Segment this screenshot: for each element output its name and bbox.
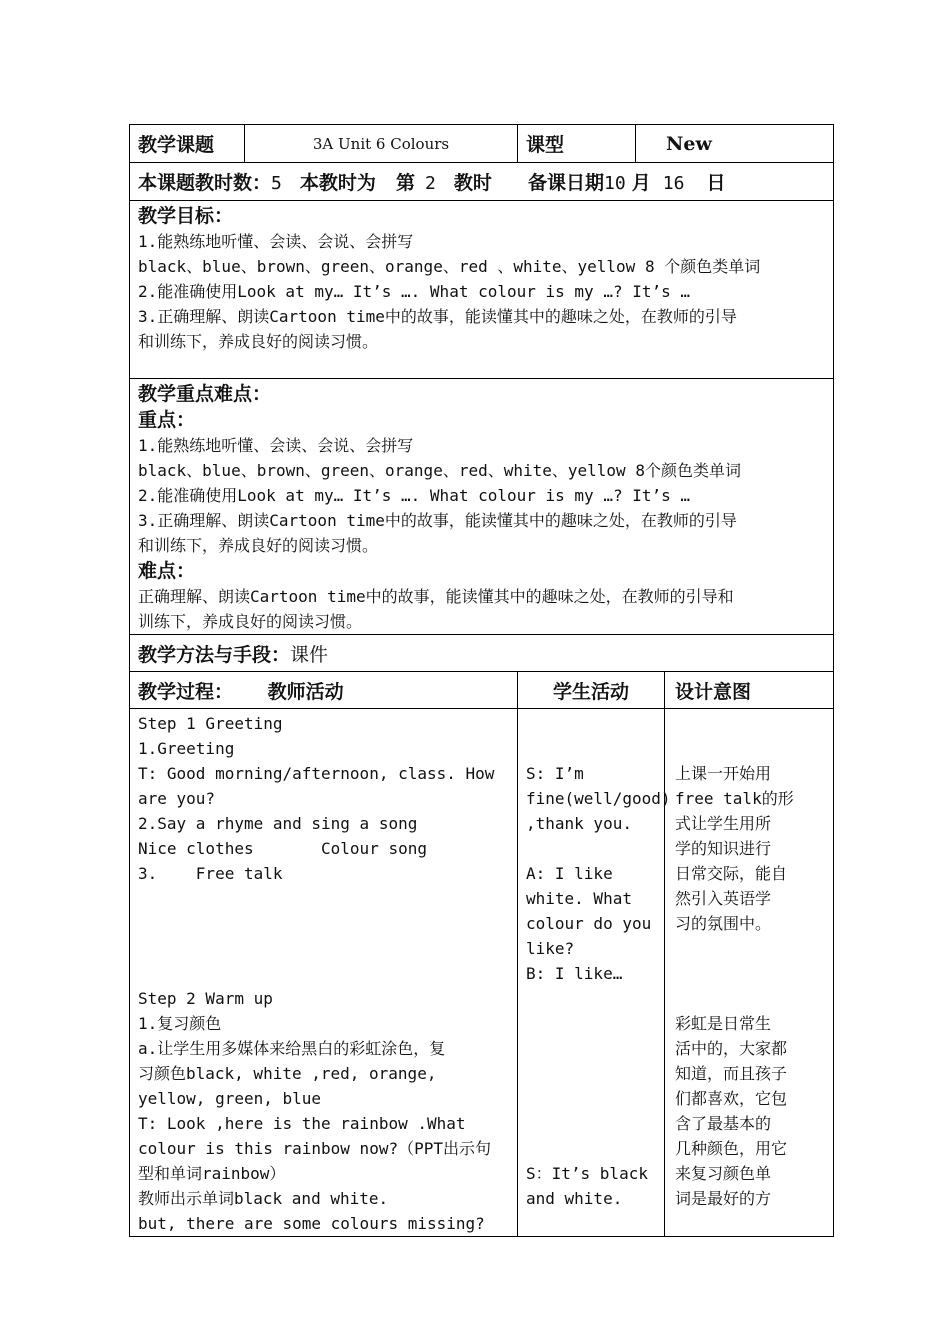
date-day-unit: 日 [706, 171, 726, 194]
design-line: 知道，而且孩子 [675, 1064, 788, 1083]
objective-line: black、blue、brown、green、orange、red 、white、yellow 8 个颜色类单词 [138, 257, 761, 276]
teacher-line: T: Look ,here is the rainbow .What [138, 1114, 466, 1133]
process-body-row [130, 709, 834, 1237]
objective-line: 2.能准确使用Look at my… It’s …. What colour is my …? It’s … [138, 282, 691, 301]
teacher-line: 2.Say a rhyme and sing a song [138, 814, 418, 833]
lesson-plan-table [129, 124, 834, 1237]
teacher-line: Nice clothes Colour song [138, 839, 427, 858]
student-line: colour do you [526, 914, 652, 933]
objectives-title: 教学目标： [138, 205, 234, 227]
topic-row [130, 125, 834, 163]
design-line: 几种颜色，用它 [675, 1139, 788, 1158]
type-value: New [636, 125, 834, 163]
difficulty-line: 训练下，养成良好的阅读习惯。 [138, 612, 363, 631]
design-line: 习的氛围中。 [675, 914, 772, 933]
date-month: 10 [604, 172, 626, 194]
current-hour-label: 本教时为 [299, 171, 376, 194]
difficulty-title: 难点： [138, 560, 196, 582]
teacher-line: 习颜色black, white ,red, orange, [138, 1064, 437, 1083]
design-line: 含了最基本的 [675, 1114, 772, 1133]
key-points-row [130, 379, 834, 635]
student-line: A: I like [526, 864, 613, 883]
total-hours-label: 本课题教时数： [138, 171, 272, 194]
design-line: free talk的形 [675, 789, 794, 808]
objectives-row [130, 201, 834, 379]
process-header-row [130, 672, 834, 709]
teacher-line: 教师出示单词black and white. [138, 1189, 389, 1208]
teacher-line: Step 2 Warm up [138, 989, 273, 1008]
student-line: like? [526, 939, 575, 958]
student-activity-header: 学生活动 [518, 672, 665, 709]
student-activity-cell [518, 709, 671, 1237]
methods-label: 教学方法与手段： [138, 643, 291, 666]
total-hours-value: 5 [271, 172, 282, 194]
design-line: 式让学生用所 [675, 814, 772, 833]
teacher-line: yellow, green, blue [138, 1089, 322, 1108]
difficulty-list [138, 584, 825, 634]
focus-line: 1.能熟练地听懂、会读、会说、会拼写 [138, 436, 414, 455]
focus-line: black、blue、brown、green、orange、red、white、yellow 8个颜色类单词 [138, 461, 741, 480]
topic-label: 教学课题 [130, 125, 245, 163]
student-line: white. What [526, 889, 632, 908]
teacher-line: Step 1 Greeting [138, 714, 283, 733]
student-line: S：It’s black [526, 1164, 648, 1183]
current-hour-value: 2 [425, 172, 436, 194]
design-line: 词是最好的方 [675, 1189, 772, 1208]
teacher-activity-cell [130, 709, 518, 1237]
focus-line: 2.能准确使用Look at my… It’s …. What colour is my …? It’s … [138, 486, 691, 505]
teacher-line: 1.Greeting [138, 739, 235, 758]
objective-line: 3.正确理解、朗读Cartoon time中的故事，能读懂其中的趣味之处，在教师的引导 [138, 307, 737, 326]
current-hour-suffix: 教时 [453, 171, 492, 194]
teacher-line: 3. Free talk [138, 864, 283, 883]
type-label: 课型 [518, 125, 636, 163]
design-line: 日常交际，能自 [675, 864, 788, 883]
design-line: 上课一开始用 [675, 764, 772, 783]
focus-list [138, 433, 825, 558]
design-line: 然引入英语学 [675, 889, 772, 908]
methods-value: 课件 [290, 643, 329, 666]
design-line: 活中的，大家都 [675, 1039, 788, 1058]
date-month-unit: 月 [631, 171, 651, 194]
teacher-line: 型和单词rainbow） [138, 1164, 286, 1183]
teacher-line: but, there are some colours missing? [138, 1214, 485, 1233]
student-line: S: I’m [526, 764, 584, 783]
teacher-line: 1.复习颜色 [138, 1014, 222, 1033]
student-line: and white. [526, 1189, 623, 1208]
student-line: fine(well/good) [526, 789, 671, 808]
process-label: 教学过程： [138, 680, 234, 703]
difficulty-line: 正确理解、朗读Cartoon time中的故事，能读懂其中的趣味之处，在教师的引导和 [138, 587, 734, 606]
lesson-plan [129, 124, 833, 1237]
student-line: ,thank you. [526, 814, 632, 833]
current-hour-prefix: 第 [395, 171, 415, 194]
teacher-line: are you? [138, 789, 216, 808]
teacher-line: a.让学生用多媒体来给黑白的彩虹涂色，复 [138, 1039, 446, 1058]
key-points-title: 教学重点难点： [138, 383, 272, 405]
design-intent-header: 设计意图 [665, 672, 834, 709]
design-line: 学的知识进行 [675, 839, 772, 858]
objective-line: 和训练下，养成良好的阅读习惯。 [138, 332, 379, 351]
date-label: 备课日期 [527, 171, 604, 194]
focus-title: 重点： [138, 409, 196, 431]
teacher-line: colour is this rainbow now?（PPT出示句 [138, 1139, 491, 1158]
design-line: 们都喜欢，它包 [675, 1089, 788, 1108]
objectives-list [138, 229, 825, 354]
design-line: 彩虹是日常生 [675, 1014, 772, 1033]
student-line: B: I like… [526, 964, 623, 983]
design-intent-cell [665, 709, 834, 1237]
date-day: 16 [662, 172, 685, 194]
topic-value: 3A Unit 6 Colours [245, 125, 518, 163]
focus-line: 3.正确理解、朗读Cartoon time中的故事，能读懂其中的趣味之处，在教师的引导 [138, 511, 737, 530]
design-line: 来复习颜色单 [675, 1164, 772, 1183]
teacher-line: T: Good morning/afternoon, class. How [138, 764, 495, 783]
objective-line: 1.能熟练地听懂、会读、会说、会拼写 [138, 232, 414, 251]
teacher-activity-header: 教师活动 [267, 680, 344, 703]
hours-row [130, 163, 834, 201]
focus-line: 和训练下，养成良好的阅读习惯。 [138, 536, 379, 555]
methods-row [130, 635, 834, 672]
